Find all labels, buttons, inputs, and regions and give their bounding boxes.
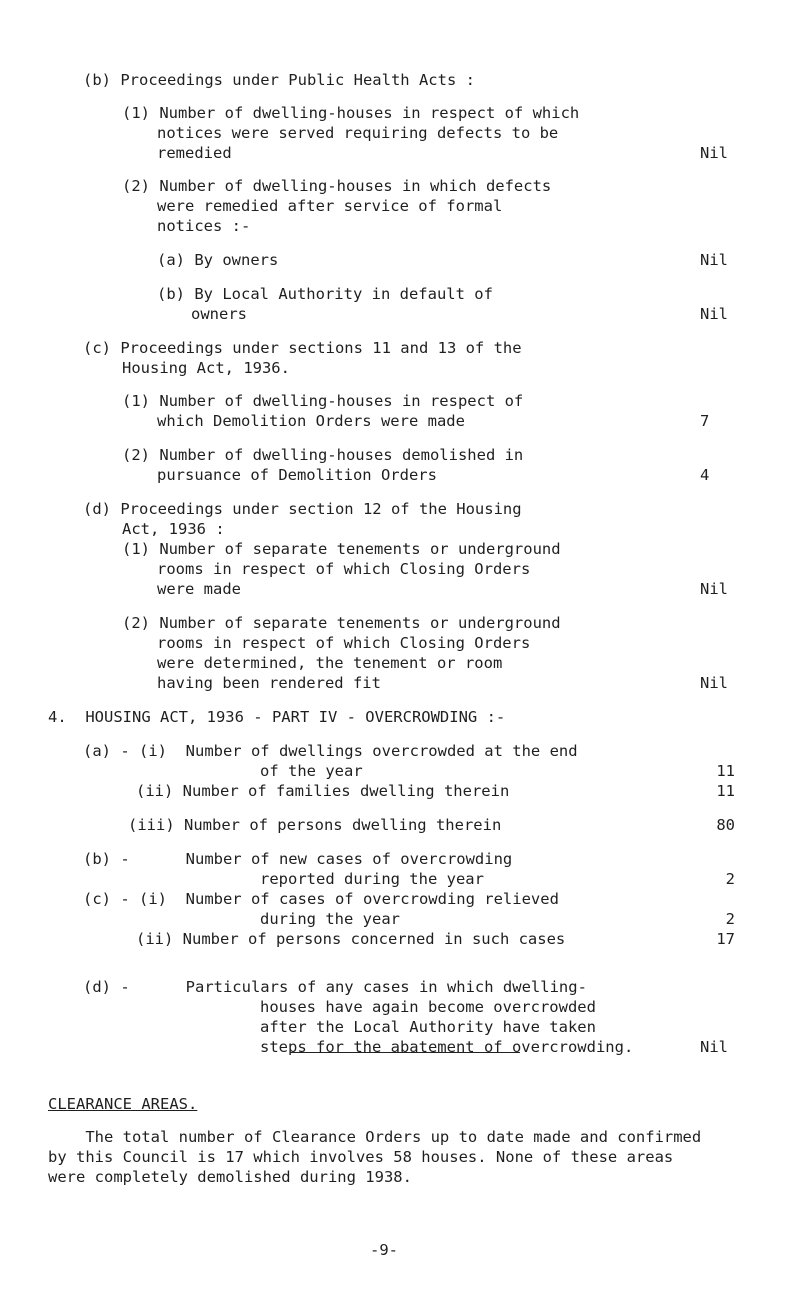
section-b-heading: (b) Proceedings under Public Health Acts : <box>83 71 475 89</box>
clearance-para-line1: The total number of Clearance Orders up to date made and confirmed <box>48 1128 702 1146</box>
clearance-heading: CLEARANCE AREAS. <box>48 1095 198 1113</box>
item-d2-line4: having been rendered fit <box>157 674 381 692</box>
section-divider <box>290 1052 520 1053</box>
item-b1-line2: notices were served requiring defects to be <box>157 124 559 142</box>
section-d-heading-line2: Act, 1936 : <box>122 520 225 538</box>
item-c1-line1: (1) Number of dwelling-houses in respect of <box>122 392 524 410</box>
item-4a-iii-value: 80 <box>716 816 735 834</box>
item-4b-value: 2 <box>725 870 735 888</box>
item-c1-value: 7 <box>700 412 710 430</box>
item-d1-line3: were made <box>157 580 241 598</box>
item-4b-line2: reported during the year <box>260 870 484 888</box>
clearance-para-line2: by this Council is 17 which involves 58 houses. None of these areas <box>48 1148 674 1166</box>
item-4a-i-line1: (a) - (i) Number of dwellings overcrowded at the end <box>83 742 578 760</box>
item-b2b-line1: (b) By Local Authority in default of <box>157 285 493 303</box>
item-b2a-label: (a) By owners <box>157 251 279 269</box>
item-d1-line1: (1) Number of separate tenements or underground <box>122 540 561 558</box>
item-b2-line3: notices :- <box>157 217 251 235</box>
item-4a-iii: (iii) Number of persons dwelling therein <box>128 816 502 834</box>
section-4-heading: 4. HOUSING ACT, 1936 - PART IV - OVERCROWDING :- <box>48 708 506 726</box>
item-4b-line1: (b) - Number of new cases of overcrowding <box>83 850 513 868</box>
item-b2b-line2: owners <box>191 305 247 323</box>
item-4a-i-line2: of the year <box>260 762 363 780</box>
item-d2-line1: (2) Number of separate tenements or underground <box>122 614 561 632</box>
clearance-para-line3: were completely demolished during 1938. <box>48 1168 412 1186</box>
section-c-heading-line2: Housing Act, 1936. <box>122 359 290 377</box>
item-4d-line2: houses have again become overcrowded <box>260 998 596 1016</box>
item-4c-i-line1: (c) - (i) Number of cases of overcrowding relieved <box>83 890 559 908</box>
item-4d-line1: (d) - Particulars of any cases in which dwelling- <box>83 978 587 996</box>
section-d-heading-line1: (d) Proceedings under section 12 of the Housing <box>83 500 522 518</box>
item-d2-line3: were determined, the tenement or room <box>157 654 503 672</box>
item-b1-value: Nil <box>700 144 728 162</box>
item-b2-line2: were remedied after service of formal <box>157 197 503 215</box>
item-b1-line1: (1) Number of dwelling-houses in respect of which <box>122 104 580 122</box>
item-4a-ii-value: 11 <box>716 782 735 800</box>
item-4d-line4: steps for the abatement of overcrowding. <box>260 1038 634 1056</box>
item-b2-line1: (2) Number of dwelling-houses in which defects <box>122 177 552 195</box>
item-4a-ii: (ii) Number of families dwelling therein <box>136 782 510 800</box>
item-c1-line2: which Demolition Orders were made <box>157 412 465 430</box>
item-4a-i-value: 11 <box>716 762 735 780</box>
item-b2b-value: Nil <box>700 305 728 323</box>
item-b2a-value: Nil <box>700 251 728 269</box>
item-d2-line2: rooms in respect of which Closing Orders <box>157 634 531 652</box>
item-b1-line3: remedied <box>157 144 232 162</box>
item-d1-line2: rooms in respect of which Closing Orders <box>157 560 531 578</box>
item-4c-ii: (ii) Number of persons concerned in such cases <box>136 930 566 948</box>
item-4d-line3: after the Local Authority have taken <box>260 1018 596 1036</box>
page-number: -9- <box>370 1241 398 1259</box>
item-c2-line1: (2) Number of dwelling-houses demolished in <box>122 446 524 464</box>
item-d1-value: Nil <box>700 580 728 598</box>
item-4d-value: Nil <box>700 1038 728 1056</box>
section-c-heading-line1: (c) Proceedings under sections 11 and 13 of the <box>83 339 522 357</box>
item-4c-i-line2: during the year <box>260 910 400 928</box>
item-4c-ii-value: 17 <box>716 930 735 948</box>
item-c2-line2: pursuance of Demolition Orders <box>157 466 437 484</box>
item-c2-value: 4 <box>700 466 710 484</box>
item-d2-value: Nil <box>700 674 728 692</box>
item-4c-i-value: 2 <box>725 910 735 928</box>
